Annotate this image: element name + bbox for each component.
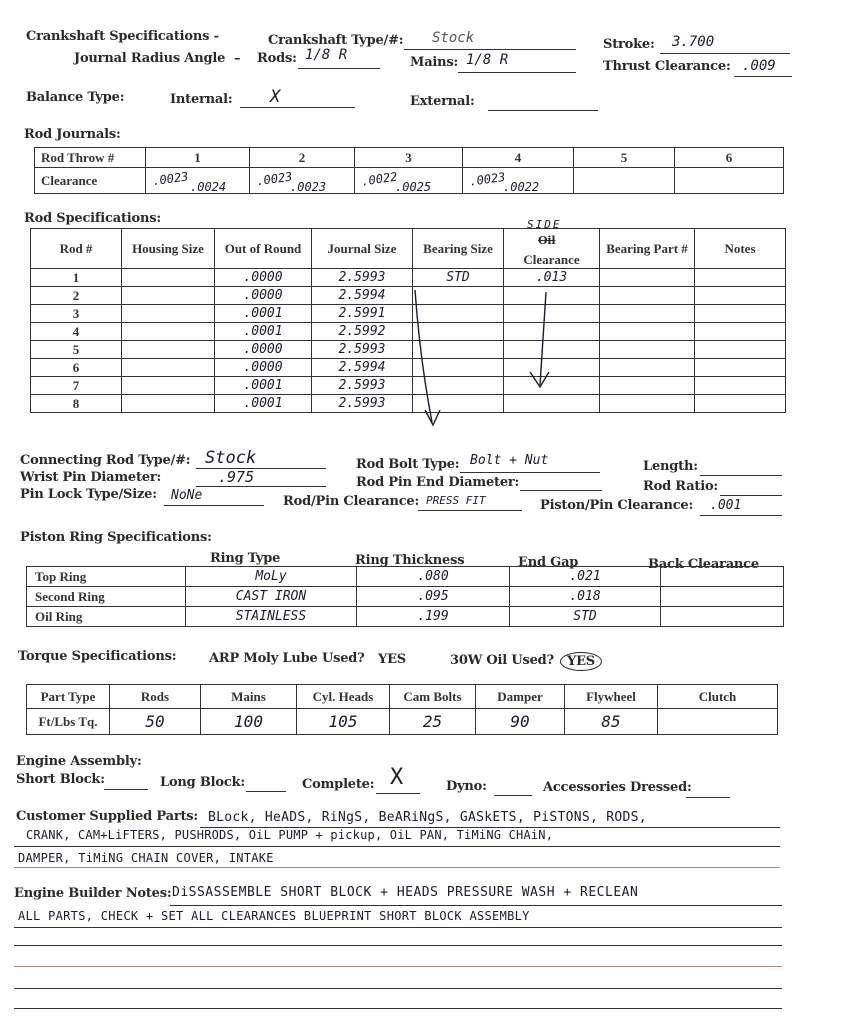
journal-size-cell[interactable]: 2.5991 — [312, 305, 413, 323]
complete-label: Complete: — [302, 777, 375, 792]
out-of-round-cell[interactable]: .0001 — [215, 395, 312, 413]
length-line — [700, 475, 782, 476]
rod-number-cell: 6 — [31, 359, 122, 377]
torque-table — [26, 684, 778, 735]
torque-part-rods: Rods — [110, 685, 201, 709]
notes-line-b — [14, 927, 782, 928]
thrust-value[interactable]: .009 — [742, 58, 776, 74]
pin-lock-label: Pin Lock Type/Size: — [20, 487, 157, 502]
journal-size-cell[interactable]: 2.5993 — [312, 269, 413, 287]
customer-line-c — [14, 867, 780, 868]
torque-value-cam[interactable]: 25 — [390, 709, 476, 735]
side-note: SIDE — [527, 218, 562, 231]
col-bearing-size: Bearing Size — [413, 229, 504, 269]
rod-ratio-label: Rod Ratio: — [643, 479, 719, 494]
length-label: Length: — [643, 459, 698, 474]
rod-pin-clear-line — [418, 510, 522, 511]
long-block-line — [246, 791, 286, 792]
torque-value-damper[interactable]: 90 — [476, 709, 565, 735]
piston-ring-table — [26, 566, 784, 627]
notes-line-d — [14, 966, 782, 967]
rod-bolt-value[interactable]: Bolt + Nut — [470, 453, 549, 468]
internal-label: Internal: — [170, 92, 233, 107]
journal-size-cell[interactable]: 2.5993 — [312, 341, 413, 359]
conn-rod-type-value[interactable]: Stock — [205, 448, 257, 468]
end-gap-cell[interactable]: .018 — [510, 587, 661, 607]
rod-pin-clear-value[interactable]: PRESS FIT — [426, 494, 486, 507]
rod-ratio-line — [720, 495, 782, 496]
throw-3: 3 — [355, 148, 463, 168]
ring-type-cell[interactable]: CAST IRON — [186, 587, 357, 607]
long-block-label: Long Block: — [160, 775, 245, 790]
complete-value[interactable]: X — [390, 765, 404, 790]
throw-5: 5 — [574, 148, 675, 168]
rod-journals-title: Rod Journals: — [24, 127, 121, 142]
piston-ring-row — [27, 567, 784, 587]
out-of-round-cell[interactable]: .0001 — [215, 377, 312, 395]
customer-parts-line1[interactable]: BLock, HeADS, RiNgS, BeARiNgS, GASkETS, PiSTONS, RODS, — [208, 810, 647, 825]
clearance-1-top: .0023 — [151, 168, 190, 188]
ring-type-cell[interactable]: STAINLESS — [186, 607, 357, 627]
wrist-pin-label: Wrist Pin Diameter: — [20, 470, 162, 485]
rod-throw-label: Rod Throw # — [35, 148, 146, 168]
short-block-label: Short Block: — [16, 772, 105, 787]
rod-pin-clear-label: Rod/Pin Clearance: — [283, 494, 420, 509]
torque-part-clutch: Clutch — [658, 685, 778, 709]
out-of-round-cell[interactable]: .0000 — [215, 341, 312, 359]
accessories-line — [686, 797, 730, 798]
col-clearance: Clearance — [504, 229, 600, 269]
crankshaft-spec-label: Crankshaft Specifications - — [26, 29, 219, 44]
clearance-label: Clearance — [35, 168, 146, 194]
clearance-cell[interactable]: .013 — [504, 269, 600, 287]
rod-number-cell: 4 — [31, 323, 122, 341]
out-of-round-cell[interactable]: .0000 — [215, 359, 312, 377]
ft-lbs-label: Ft/Lbs Tq. — [27, 709, 110, 735]
ring-type-cell[interactable]: MoLy — [186, 567, 357, 587]
col-rod-num: Rod # — [31, 229, 122, 269]
arrow-clearance-line — [540, 292, 546, 385]
journal-size-cell[interactable]: 2.5994 — [312, 287, 413, 305]
accessories-label: Accessories Dressed: — [543, 780, 692, 795]
journal-size-cell[interactable]: 2.5994 — [312, 359, 413, 377]
clearance-3-bottom: .0025 — [395, 179, 432, 194]
rod-number-cell: 8 — [31, 395, 122, 413]
throw-2: 2 — [250, 148, 355, 168]
torque-value-rods[interactable]: 50 — [110, 709, 201, 735]
out-of-round-cell[interactable]: .0000 — [215, 269, 312, 287]
bearing-size-cell[interactable]: STD — [413, 269, 504, 287]
arp-label: ARP Moly Lube Used? — [209, 651, 365, 666]
builder-notes-label: Engine Builder Notes: — [14, 886, 172, 901]
journal-size-cell[interactable]: 2.5993 — [312, 395, 413, 413]
ring-name-cell: Top Ring — [27, 567, 186, 587]
torque-value-mains[interactable]: 100 — [201, 709, 297, 735]
back-clearance-cell[interactable] — [661, 607, 784, 627]
arrow-bearing-line — [415, 290, 432, 422]
back-clearance-cell[interactable] — [661, 587, 784, 607]
torque-part-cam: Cam Bolts — [390, 685, 476, 709]
piston-ring-row — [27, 607, 784, 627]
clearance-2-top: .0023 — [255, 168, 294, 188]
journal-size-cell[interactable]: 2.5992 — [312, 323, 413, 341]
piston-pin-value[interactable]: .001 — [710, 498, 742, 513]
torque-title: Torque Specifications: — [18, 649, 177, 664]
back-clearance-cell[interactable] — [661, 567, 784, 587]
builder-notes-line2[interactable]: ALL PARTS, CHECK + SET ALL CLEARANCES BLUEPRINT SHORT BLOCK ASSEMBLY — [18, 909, 530, 923]
piston-ring-title: Piston Ring Specifications: — [20, 530, 212, 545]
back-clearance-header: Back Clearance — [648, 557, 759, 572]
oil-used-label: 30W Oil Used? — [450, 653, 554, 668]
ring-type-header: Ring Type — [210, 551, 281, 566]
torque-part-mains: Mains — [201, 685, 297, 709]
arrow-bearing-head — [425, 410, 440, 425]
thrust-label: Thrust Clearance: — [603, 59, 731, 74]
crank-type-value[interactable]: Stock — [432, 30, 475, 46]
stroke-value[interactable]: 3.700 — [672, 34, 715, 50]
clearance-4-bottom: .0022 — [503, 179, 540, 194]
clearance-1-bottom: .0024 — [190, 179, 227, 194]
out-of-round-cell[interactable]: .0001 — [215, 305, 312, 323]
rods-value[interactable]: 1/8 R — [305, 47, 348, 63]
notes-line-f — [14, 1008, 782, 1009]
piston-pin-line — [700, 515, 782, 516]
dyno-line — [494, 795, 532, 796]
pin-lock-line — [164, 505, 264, 506]
notes-line-e — [14, 988, 782, 989]
crank-type-label: Crankshaft Type/#: — [268, 33, 404, 48]
engine-assembly-title: Engine Assembly: — [16, 754, 142, 769]
arp-value[interactable]: YES — [378, 652, 406, 667]
conn-rod-type-label: Connecting Rod Type/#: — [20, 453, 191, 468]
journal-size-cell[interactable]: 2.5993 — [312, 377, 413, 395]
rod-bolt-label: Rod Bolt Type: — [356, 457, 460, 472]
end-gap-cell[interactable]: .021 — [510, 567, 661, 587]
col-out-of-round: Out of Round — [215, 229, 312, 269]
torque-part-heads: Cyl. Heads — [297, 685, 390, 709]
dash: – — [234, 51, 241, 66]
rod-number-cell: 3 — [31, 305, 122, 323]
torque-value-flywheel[interactable]: 85 — [565, 709, 658, 735]
part-type-label: Part Type — [27, 685, 110, 709]
throw-6: 6 — [675, 148, 784, 168]
notes-line-c — [14, 945, 782, 946]
clearance-3-top: .0022 — [360, 169, 399, 189]
conn-rod-type-line — [196, 468, 326, 469]
wrist-pin-line — [196, 486, 326, 487]
ring-thickness-header: Ring Thickness — [355, 553, 465, 568]
external-label: External: — [410, 94, 475, 109]
col-housing: Housing Size — [122, 229, 215, 269]
mains-label: Mains: — [410, 55, 459, 70]
clearance-4-top: .0023 — [468, 169, 507, 189]
end-gap-cell[interactable]: STD — [510, 607, 661, 627]
torque-part-flywheel: Flywheel — [565, 685, 658, 709]
clearance-2-bottom: .0023 — [290, 179, 327, 194]
piston-pin-label: Piston/Pin Clearance: — [540, 498, 694, 513]
ring-name-cell: Oil Ring — [27, 607, 186, 627]
mains-value[interactable]: 1/8 R — [466, 52, 509, 68]
end-gap-header: End Gap — [518, 555, 579, 570]
customer-parts-line2[interactable]: CRANK, CAM+LiFTERS, PUSHRODS, OiL PUMP + pickup, OiL PAN, TiMiNG CHAiN, — [26, 828, 554, 842]
balance-type-label: Balance Type: — [26, 90, 125, 105]
pin-lock-value[interactable]: NoNe — [171, 488, 203, 503]
internal-value[interactable]: X — [270, 87, 281, 107]
short-block-line — [104, 789, 148, 790]
rod-number-cell: 7 — [31, 377, 122, 395]
rods-label: Rods: — [257, 51, 297, 66]
rod-number-cell: 2 — [31, 287, 122, 305]
rod-bolt-line — [460, 472, 600, 473]
builder-notes-line1[interactable]: DiSSASSEMBLE SHORT BLOCK + HEADS PRESSURE WASH + RECLEAN — [172, 885, 639, 900]
piston-ring-row — [27, 587, 784, 607]
journal-radius-label: Journal Radius Angle — [74, 51, 226, 66]
col-bearing-part: Bearing Part # — [600, 229, 695, 269]
throw-1: 1 — [146, 148, 250, 168]
stroke-label: Stroke: — [603, 37, 655, 52]
ring-thickness-cell[interactable]: .199 — [357, 607, 510, 627]
torque-value-clutch[interactable] — [658, 709, 778, 735]
dyno-label: Dyno: — [446, 779, 487, 794]
rod-pin-end-line — [520, 490, 602, 491]
torque-value-heads[interactable]: 105 — [297, 709, 390, 735]
out-of-round-cell[interactable]: .0000 — [215, 287, 312, 305]
rod-number-cell: 1 — [31, 269, 122, 287]
torque-part-damper: Damper — [476, 685, 565, 709]
customer-parts-label: Customer Supplied Parts: — [16, 809, 198, 824]
customer-line-a — [200, 827, 780, 828]
ring-thickness-cell[interactable]: .080 — [357, 567, 510, 587]
throw-4: 4 — [463, 148, 574, 168]
col-journal: Journal Size — [312, 229, 413, 269]
customer-line-b — [14, 846, 780, 847]
ring-name-cell: Second Ring — [27, 587, 186, 607]
rod-number-cell: 5 — [31, 341, 122, 359]
struck-oil: Oil — [538, 234, 556, 247]
ring-thickness-cell[interactable]: .095 — [357, 587, 510, 607]
wrist-pin-value[interactable]: .975 — [218, 468, 255, 486]
notes-line-a — [170, 905, 782, 906]
complete-line — [376, 793, 420, 794]
customer-parts-line3[interactable]: DAMPER, TiMiNG CHAIN COVER, INTAKE — [18, 851, 274, 865]
oil-used-value[interactable]: YES — [560, 652, 602, 671]
out-of-round-cell[interactable]: .0001 — [215, 323, 312, 341]
rod-spec-title: Rod Specifications: — [24, 211, 161, 226]
rod-pin-end-label: Rod Pin End Diameter: — [356, 475, 520, 490]
col-notes: Notes — [695, 229, 786, 269]
